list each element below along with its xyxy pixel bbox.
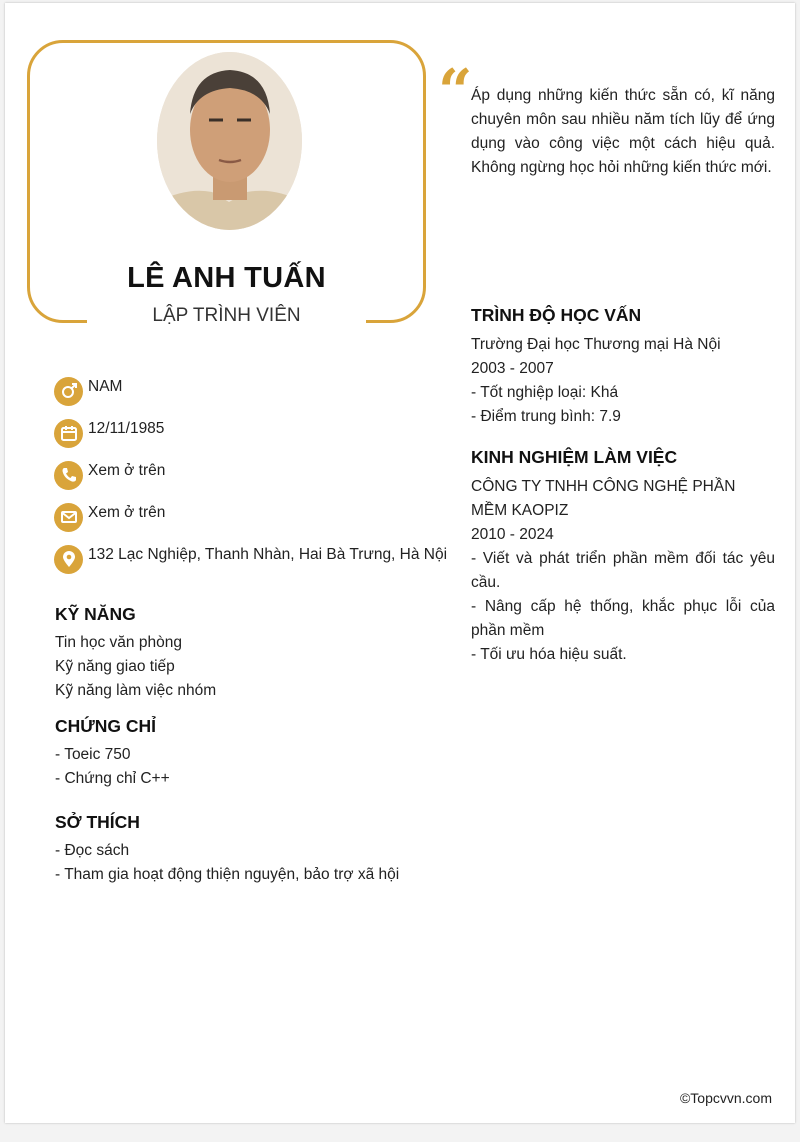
list-item: Kỹ năng làm việc nhóm xyxy=(55,682,217,699)
contact-phone xyxy=(54,460,165,490)
certificates-title: CHỨNG CHỈ xyxy=(55,716,157,736)
gender-icon xyxy=(54,377,83,406)
contact-birthday xyxy=(54,418,164,448)
list-item: - Toeic 750 xyxy=(55,746,131,763)
list-item: Tin học văn phòng xyxy=(55,634,182,651)
contact-email-value: Xem ở trên xyxy=(88,504,166,521)
hobbies-list xyxy=(55,839,399,887)
list-item: - Tham gia hoạt động thiện nguyện, bảo trợ xã hội xyxy=(55,866,400,883)
experience-period: 2010 - 2024 xyxy=(471,526,554,543)
experience-content xyxy=(471,475,775,667)
candidate-name: LÊ ANH TUẤN xyxy=(127,262,326,294)
email-icon xyxy=(54,503,83,532)
list-item: - Điểm trung bình: 7.9 xyxy=(471,408,621,425)
contact-address xyxy=(54,544,447,574)
certificates-list xyxy=(55,743,170,791)
contact-gender-value: NAM xyxy=(88,378,123,395)
contact-email xyxy=(54,502,165,532)
contact-gender xyxy=(54,376,122,406)
quote-icon: “ xyxy=(438,57,473,127)
list-item: - Tốt nghiệp loại: Khá xyxy=(471,384,619,401)
education-title: TRÌNH ĐỘ HỌC VẤN xyxy=(471,305,642,325)
list-item: - Đọc sách xyxy=(55,842,130,859)
list-item: - Nâng cấp hệ thống, khắc phục lỗi của phần mềm xyxy=(471,598,775,639)
contact-phone-value: Xem ở trên xyxy=(88,462,166,479)
career-objective: Áp dụng những kiến thức sẵn có, kĩ năng chuyên môn sau nhiều năm tích lũy để ứng dụng vào công việc một cách hiệu quả. Không ngừng học hỏi những kiến thức mới. xyxy=(471,87,775,176)
education-content xyxy=(471,333,775,429)
education-period: 2003 - 2007 xyxy=(471,360,554,377)
phone-icon xyxy=(54,461,83,490)
experience-company: CÔNG TY TNHH CÔNG NGHỆ PHẦN MỀM KAOPIZ xyxy=(471,478,736,519)
skills-title: KỸ NĂNG xyxy=(55,604,136,624)
location-icon xyxy=(54,545,83,574)
list-item: - Chứng chỉ C++ xyxy=(55,770,170,787)
avatar xyxy=(157,52,302,230)
list-item: Kỹ năng giao tiếp xyxy=(55,658,175,675)
list-item: - Viết và phát triển phần mềm đối tác yêu cầu. xyxy=(471,550,775,591)
experience-title: KINH NGHIỆM LÀM VIỆC xyxy=(471,447,678,467)
list-item: - Tối ưu hóa hiệu suất. xyxy=(471,646,627,663)
education-school: Trường Đại học Thương mại Hà Nội xyxy=(471,336,721,353)
candidate-role: LẬP TRÌNH VIÊN xyxy=(152,305,301,326)
contact-address-value: 132 Lạc Nghiệp, Thanh Nhàn, Hai Bà Trưng, Hà Nội xyxy=(88,546,448,563)
footer-credit: ©Topcvvn.com xyxy=(679,1090,772,1106)
skills-list xyxy=(55,631,216,703)
contact-birthday-value: 12/11/1985 xyxy=(88,420,165,437)
calendar-icon xyxy=(54,419,83,448)
hobbies-title: SỞ THÍCH xyxy=(55,812,140,832)
